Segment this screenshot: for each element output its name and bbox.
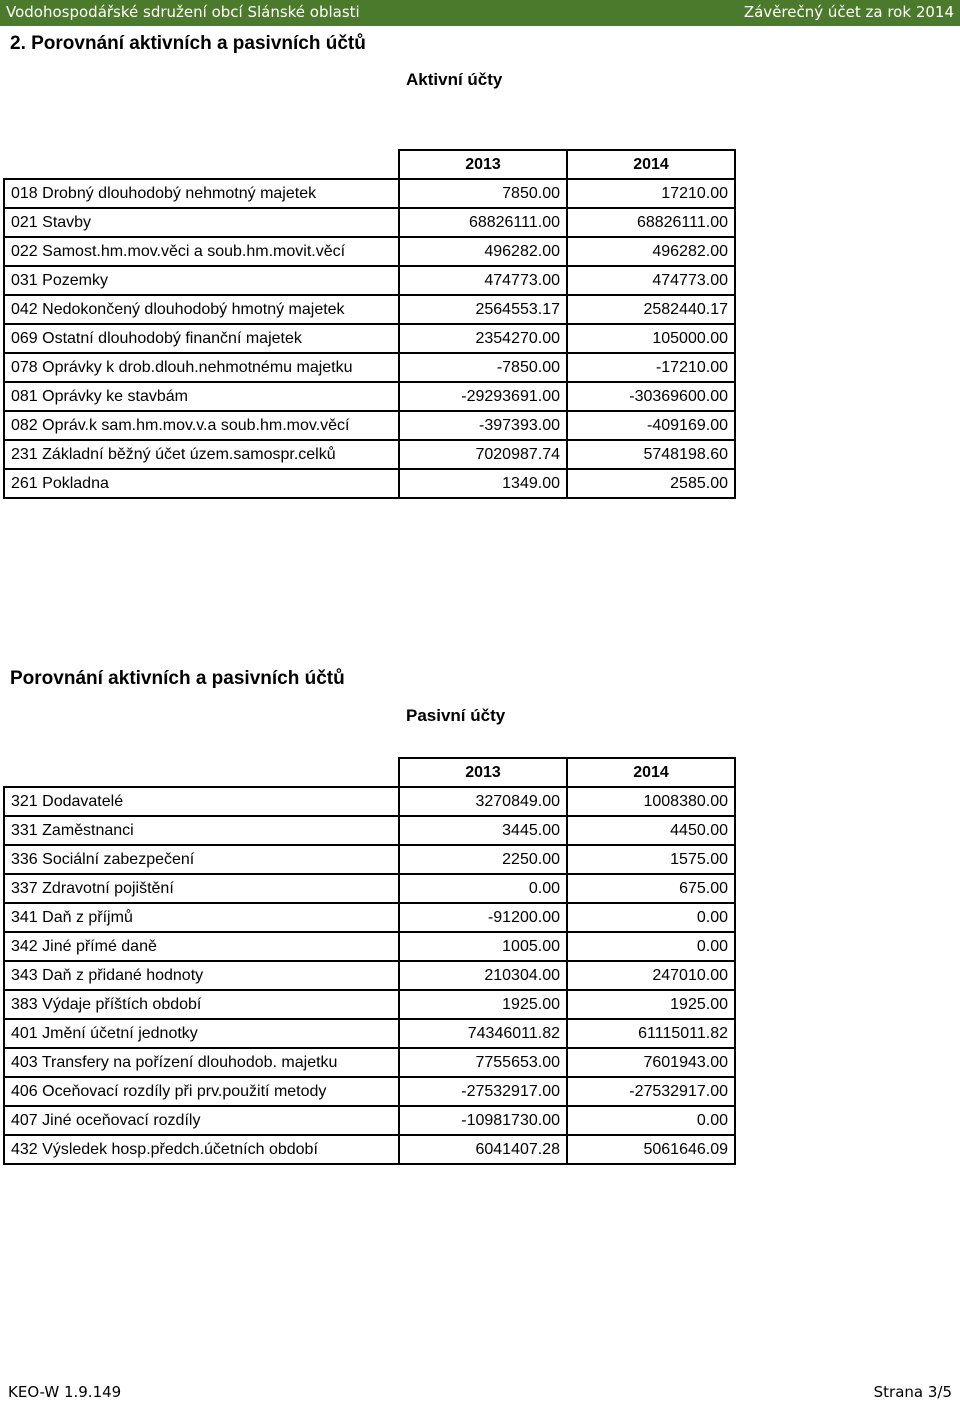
value-2013-cell: 6041407.28: [399, 1135, 567, 1164]
value-2013-cell: -27532917.00: [399, 1077, 567, 1106]
table-row: [4, 179, 735, 208]
value-2014-cell: 0.00: [567, 903, 735, 932]
account-label-cell: 081 Oprávky ke stavbám: [4, 382, 399, 411]
value-2014-cell: 496282.00: [567, 237, 735, 266]
value-2013-cell: 1349.00: [399, 469, 567, 498]
value-2013-cell: 7850.00: [399, 179, 567, 208]
table-row: [4, 1048, 735, 1077]
value-2013-cell: 2250.00: [399, 845, 567, 874]
value-2013-cell: 68826111.00: [399, 208, 567, 237]
table-row: [4, 324, 735, 353]
active-accounts-table: [3, 149, 736, 499]
table-row: [4, 237, 735, 266]
table-row: [4, 787, 735, 816]
value-2013-cell: 496282.00: [399, 237, 567, 266]
column-header-2013: 2013: [399, 150, 567, 179]
value-2014-cell: 474773.00: [567, 266, 735, 295]
account-label-cell: 078 Oprávky k drob.dlouh.nehmotnému majetku: [4, 353, 399, 382]
footer-version: KEO-W 1.9.149: [8, 1383, 122, 1401]
value-2013-cell: 3445.00: [399, 816, 567, 845]
footer-page-number: Strana 3/5: [873, 1383, 952, 1401]
value-2014-cell: 1925.00: [567, 990, 735, 1019]
value-2013-cell: -91200.00: [399, 903, 567, 932]
account-label-cell: 031 Pozemky: [4, 266, 399, 295]
value-2014-cell: 675.00: [567, 874, 735, 903]
value-2014-cell: 61115011.82: [567, 1019, 735, 1048]
table-row: [4, 932, 735, 961]
value-2014-cell: 247010.00: [567, 961, 735, 990]
section-subtitle-active: Aktivní účty: [406, 70, 503, 89]
value-2013-cell: 2564553.17: [399, 295, 567, 324]
table-row: [4, 295, 735, 324]
header-report-title: Závěrečný účet za rok 2014: [743, 3, 954, 21]
account-label-cell: 383 Výdaje příštích období: [4, 990, 399, 1019]
value-2014-cell: 1575.00: [567, 845, 735, 874]
account-label-cell: 403 Transfery na pořízení dlouhodob. majetku: [4, 1048, 399, 1077]
value-2013-cell: 1005.00: [399, 932, 567, 961]
column-header-2014: 2014: [567, 150, 735, 179]
account-label-cell: 042 Nedokončený dlouhodobý hmotný majetek: [4, 295, 399, 324]
account-label-cell: 331 Zaměstnanci: [4, 816, 399, 845]
account-label-cell: 337 Zdravotní pojištění: [4, 874, 399, 903]
table-row: [4, 816, 735, 845]
table-row: [4, 1077, 735, 1106]
document-header: [0, 0, 960, 26]
account-label-cell: 343 Daň z přidané hodnoty: [4, 961, 399, 990]
value-2014-cell: -17210.00: [567, 353, 735, 382]
value-2013-cell: 7020987.74: [399, 440, 567, 469]
value-2014-cell: 0.00: [567, 1106, 735, 1135]
value-2013-cell: -29293691.00: [399, 382, 567, 411]
value-2013-cell: 7755653.00: [399, 1048, 567, 1077]
table-header-row: [4, 150, 735, 179]
section-subtitle-passive: Pasivní účty: [406, 706, 506, 725]
value-2013-cell: 474773.00: [399, 266, 567, 295]
value-2014-cell: 17210.00: [567, 179, 735, 208]
value-2014-cell: 5061646.09: [567, 1135, 735, 1164]
table-row: [4, 1106, 735, 1135]
value-2013-cell: 0.00: [399, 874, 567, 903]
account-label-cell: 069 Ostatní dlouhodobý finanční majetek: [4, 324, 399, 353]
column-header-2014: 2014: [567, 758, 735, 787]
table-row: [4, 903, 735, 932]
account-label-cell: 342 Jiné přímé daně: [4, 932, 399, 961]
header-blank-cell: [4, 150, 399, 179]
value-2013-cell: 74346011.82: [399, 1019, 567, 1048]
section-title-active: 2. Porovnání aktivních a pasivních účtů: [10, 33, 366, 54]
value-2013-cell: 2354270.00: [399, 324, 567, 353]
table-row: [4, 990, 735, 1019]
table-row: [4, 1019, 735, 1048]
value-2014-cell: 1008380.00: [567, 787, 735, 816]
account-label-cell: 336 Sociální zabezpečení: [4, 845, 399, 874]
value-2013-cell: 1925.00: [399, 990, 567, 1019]
section-title-passive: Porovnání aktivních a pasivních účtů: [10, 668, 345, 689]
account-label-cell: 261 Pokladna: [4, 469, 399, 498]
value-2013-cell: -10981730.00: [399, 1106, 567, 1135]
account-label-cell: 022 Samost.hm.mov.věci a soub.hm.movit.věcí: [4, 237, 399, 266]
value-2014-cell: 7601943.00: [567, 1048, 735, 1077]
value-2014-cell: -30369600.00: [567, 382, 735, 411]
header-blank-cell: [4, 758, 399, 787]
column-header-2013: 2013: [399, 758, 567, 787]
value-2014-cell: 0.00: [567, 932, 735, 961]
table-header-row: [4, 758, 735, 787]
table-row: [4, 469, 735, 498]
value-2013-cell: -397393.00: [399, 411, 567, 440]
header-organization: Vodohospodářské sdružení obcí Slánské oblasti: [6, 3, 360, 21]
table-row: [4, 874, 735, 903]
account-label-cell: 341 Daň z příjmů: [4, 903, 399, 932]
value-2014-cell: 2582440.17: [567, 295, 735, 324]
account-label-cell: 082 Opráv.k sam.hm.mov.v.a soub.hm.mov.věcí: [4, 411, 399, 440]
value-2014-cell: -27532917.00: [567, 1077, 735, 1106]
value-2014-cell: 105000.00: [567, 324, 735, 353]
account-label-cell: 321 Dodavatelé: [4, 787, 399, 816]
account-label-cell: 231 Základní běžný účet územ.samospr.celků: [4, 440, 399, 469]
table-row: [4, 845, 735, 874]
table-row: [4, 1135, 735, 1164]
table-row: [4, 411, 735, 440]
table-row: [4, 961, 735, 990]
table-row: [4, 382, 735, 411]
table-row: [4, 353, 735, 382]
value-2014-cell: 2585.00: [567, 469, 735, 498]
value-2014-cell: 68826111.00: [567, 208, 735, 237]
account-label-cell: 406 Oceňovací rozdíly při prv.použití metody: [4, 1077, 399, 1106]
table-row: [4, 266, 735, 295]
passive-accounts-table: [3, 757, 736, 1165]
value-2013-cell: 210304.00: [399, 961, 567, 990]
table-row: [4, 208, 735, 237]
value-2014-cell: 4450.00: [567, 816, 735, 845]
account-label-cell: 401 Jmění účetní jednotky: [4, 1019, 399, 1048]
table-row: [4, 440, 735, 469]
value-2013-cell: 3270849.00: [399, 787, 567, 816]
value-2013-cell: -7850.00: [399, 353, 567, 382]
value-2014-cell: 5748198.60: [567, 440, 735, 469]
account-label-cell: 432 Výsledek hosp.předch.účetních období: [4, 1135, 399, 1164]
account-label-cell: 407 Jiné oceňovací rozdíly: [4, 1106, 399, 1135]
account-label-cell: 018 Drobný dlouhodobý nehmotný majetek: [4, 179, 399, 208]
account-label-cell: 021 Stavby: [4, 208, 399, 237]
value-2014-cell: -409169.00: [567, 411, 735, 440]
